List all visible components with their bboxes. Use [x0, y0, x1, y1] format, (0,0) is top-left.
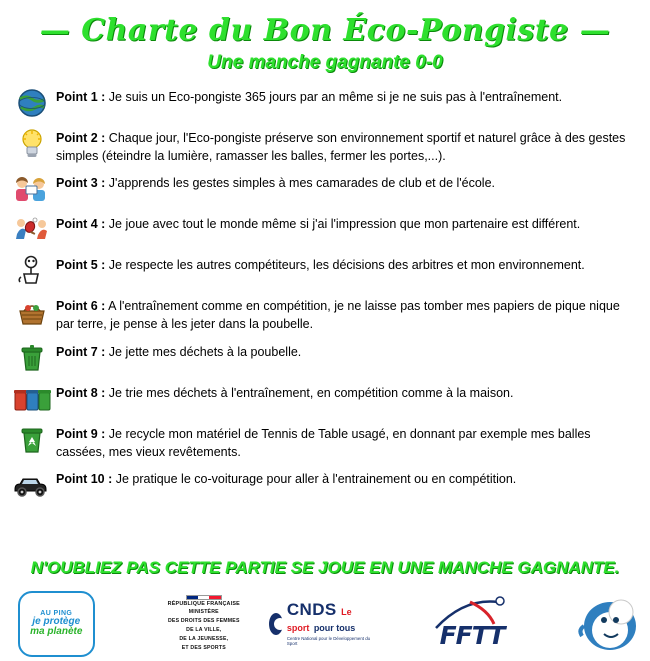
- points-list: [0, 86, 650, 502]
- sorting-bins-icon: [10, 382, 54, 416]
- point-label: Point 7 :: [56, 344, 106, 359]
- point-text: [56, 172, 495, 192]
- point-text: [56, 127, 638, 165]
- ministere-line2: DES DROITS DES FEMMES: [167, 618, 240, 625]
- mascot-ball-icon: [576, 592, 650, 656]
- page-title: — Charte du Bon Éco-Pongiste —: [39, 13, 611, 48]
- point-body: A l'entraînement comme en compétition, je ne laisse pas tomber mes papiers de pique nique par terre, je pense à les jeter dans la poubelle.: [56, 299, 620, 332]
- logo-ministere: [157, 595, 252, 653]
- title-block: [0, 0, 650, 74]
- list-item: [10, 172, 638, 206]
- auping-line1: AU PING: [40, 609, 73, 617]
- trash-bin-icon: [10, 341, 54, 375]
- point-label: Point 3 :: [56, 176, 106, 191]
- point-body: Je jette mes déchets à la poubelle.: [105, 344, 302, 359]
- cnds-tagline1: Le sport: [286, 606, 352, 634]
- point-body: Je suis un Eco-pongiste 365 jours par an même si je ne suis pas à l'entraînement.: [105, 90, 563, 104]
- referee-whistle-icon: [10, 254, 54, 288]
- point-text: [56, 423, 638, 461]
- footer-slogan: N'OUBLIEZ PAS CETTE PARTIE SE JOUE EN UNE MANCHE GAGNANTE.: [30, 558, 620, 577]
- ministere-line1: MINISTÈRE: [188, 609, 219, 616]
- point-text: [56, 295, 638, 333]
- list-item: [10, 213, 638, 247]
- point-body: Je respecte les autres compétiteurs, les décisions des arbitres et mon environnement.: [105, 258, 585, 273]
- point-body: Je recycle mon matériel de Tennis de Table usagé, en donnant par exemple mes balles cassées, mes vieux revêtements.: [56, 426, 591, 459]
- list-item: [10, 86, 638, 120]
- point-text: [56, 341, 301, 361]
- french-flag-icon: [186, 595, 222, 601]
- cnds-fullname: Centre National pour le Développement du Sport: [286, 636, 371, 646]
- earth-globe-icon: [10, 86, 54, 120]
- point-body: J'apprends les gestes simples à mes camarades de club et de l'école.: [105, 176, 496, 191]
- point-body: Je joue avec tout le monde même si j'ai l'impression que mon partenaire est différent.: [105, 217, 581, 232]
- page-subtitle: Une manche gagnante 0-0: [207, 52, 443, 73]
- auping-line2: je protège: [32, 615, 81, 627]
- ministere-line3: DE LA VILLE,: [186, 627, 222, 634]
- point-label: Point 5 :: [56, 258, 106, 273]
- car-carpool-icon: [10, 468, 54, 502]
- auping-line3: ma planète: [30, 626, 83, 637]
- list-item: [10, 423, 638, 461]
- picnic-basket-icon: [10, 295, 54, 329]
- list-item: [10, 254, 638, 288]
- point-label: Point 8 :: [56, 385, 106, 400]
- ministere-republic: RÉPUBLIQUE FRANÇAISE: [167, 601, 240, 608]
- point-body: Chaque jour, l'Eco-pongiste préserve son environnement sportif et naturel grâce à des gestes simples (éteindre la lumière, ramasser les balles, fermer les portes,...).: [56, 131, 626, 164]
- point-text: [56, 213, 580, 233]
- list-item: [10, 295, 638, 333]
- cnds-mark-icon: [269, 613, 283, 635]
- point-label: Point 2 :: [56, 131, 106, 145]
- fftt-wordmark: FFTT: [439, 620, 505, 650]
- logo-fftt: [424, 596, 520, 652]
- point-body: Je trie mes déchets à l'entraînement, en compétition comme à la maison.: [105, 385, 514, 400]
- point-label: Point 9 :: [56, 426, 106, 441]
- point-label: Point 10 :: [56, 471, 113, 486]
- point-label: Point 1 :: [56, 90, 106, 104]
- point-text: [56, 468, 516, 488]
- logo-mascot: [576, 592, 650, 656]
- lightbulb-icon: [10, 127, 54, 161]
- point-label: Point 6 :: [56, 299, 106, 314]
- cnds-tagline2: pour tous: [313, 623, 356, 634]
- list-item: [10, 127, 638, 165]
- ministere-line5: ET DES SPORTS: [181, 645, 226, 652]
- footer-logos: [0, 588, 650, 659]
- point-label: Point 4 :: [56, 217, 106, 232]
- point-body: Je pratique le co-voiturage pour aller à l'entrainement ou en compétition.: [112, 471, 517, 486]
- list-item: [10, 382, 638, 416]
- point-text: [56, 382, 513, 402]
- logo-au-ping-je-protege-ma-planete: [18, 591, 95, 657]
- point-text: [56, 86, 562, 106]
- point-text: [56, 254, 585, 274]
- logo-cnds: [269, 599, 372, 646]
- list-item: [10, 468, 638, 502]
- table-tennis-players-icon: [10, 213, 54, 247]
- cnds-name: CNDS: [286, 599, 337, 619]
- ministere-line4: DE LA JEUNESSE,: [179, 636, 229, 643]
- recycling-bin-icon: [10, 423, 54, 457]
- children-learning-icon: [10, 172, 54, 206]
- list-item: [10, 341, 638, 375]
